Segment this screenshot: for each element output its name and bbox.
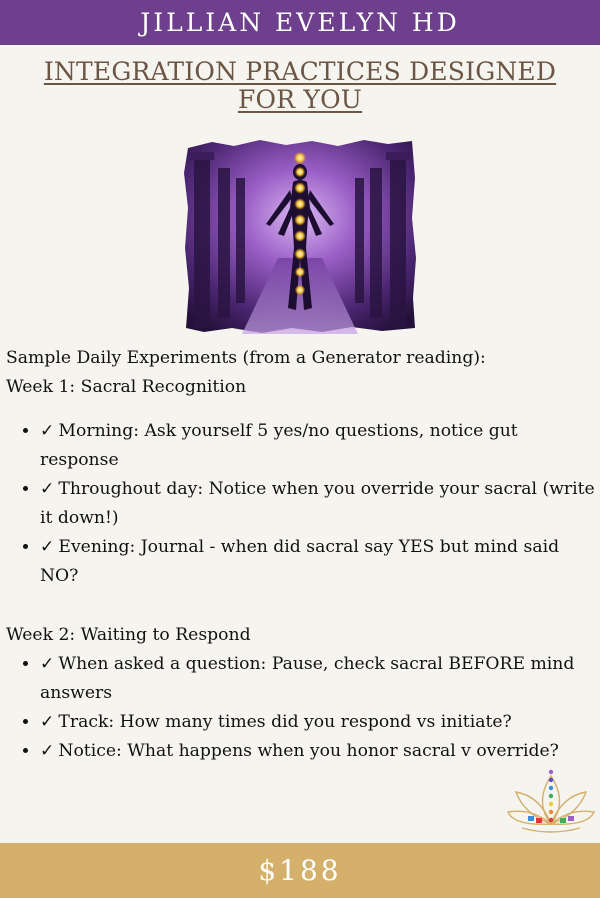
header-bar	[0, 0, 600, 45]
checkmark-icon: ✓	[40, 741, 55, 761]
checkmark-icon: ✓	[40, 421, 55, 441]
checkmark-icon: ✓	[40, 654, 55, 674]
week1-list	[6, 417, 598, 591]
page-title-line-2: FOR YOU	[237, 85, 363, 114]
intro-text: Sample Daily Experiments (from a Generator reading):	[6, 348, 486, 368]
list-item-text: Morning: Ask yourself 5 yes/no questions, notice gut response	[40, 421, 518, 470]
week2-heading: Week 2: Waiting to Respond	[6, 625, 251, 645]
page-title	[30, 58, 570, 114]
list-item-text: When asked a question: Pause, check sacral BEFORE mind answers	[40, 654, 575, 703]
list-item-text: Notice: What happens when you honor sacral v override?	[58, 741, 559, 761]
list-item-text: Evening: Journal - when did sacral say YES but mind said NO?	[40, 537, 560, 586]
list-item-text: Track: How many times did you respond vs initiate?	[58, 712, 512, 732]
brand-name: JILLIAN EVELYN HD	[140, 8, 460, 37]
list-item	[40, 533, 598, 591]
lotus-chakra-logo-icon	[506, 762, 596, 838]
list-item	[40, 708, 598, 737]
week2-list	[6, 650, 598, 766]
page-title-line-1: INTEGRATION PRACTICES DESIGNED	[43, 57, 557, 86]
checkmark-icon: ✓	[40, 537, 55, 557]
week1-heading: Week 1: Sacral Recognition	[6, 377, 247, 397]
checkmark-icon: ✓	[40, 712, 55, 732]
list-item	[40, 475, 598, 533]
checkmark-icon: ✓	[40, 479, 55, 499]
list-item	[40, 650, 598, 708]
price-bar	[0, 843, 600, 898]
chakra-figure-image	[182, 138, 418, 334]
content-body	[6, 344, 598, 766]
list-item-text: Throughout day: Notice when you override your sacral (write it down!)	[40, 479, 595, 528]
list-item	[40, 417, 598, 475]
price-label: $188	[258, 854, 342, 887]
